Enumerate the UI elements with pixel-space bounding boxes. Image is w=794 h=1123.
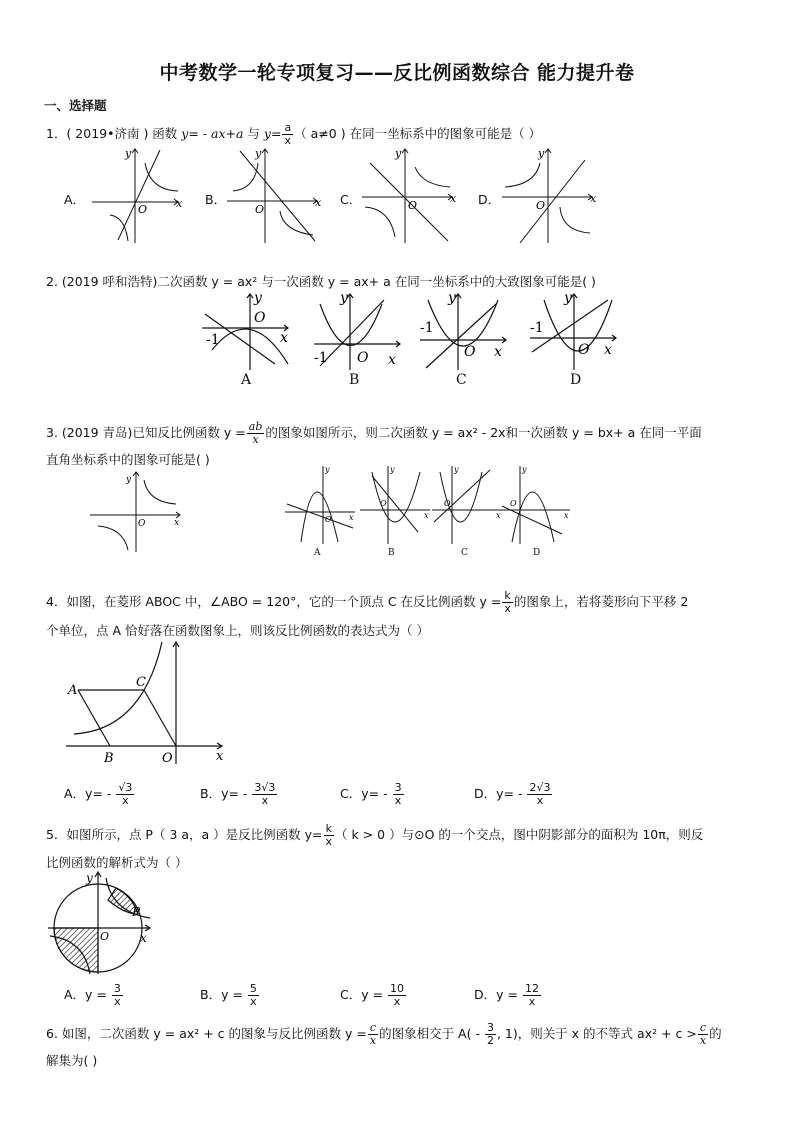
question-3-line1: 3. (2019 青岛)已知反比例函数 y = $\frac{ab}{x}$ 的图象如图所示，则二次函数 y = ax² - 2x和一次函数 y = bx+ a 在同一平面 [46,420,702,446]
q2d-x-label: x [604,342,612,358]
q4-x-label: x [216,749,224,764]
q1a-y-label: y [125,147,132,160]
q2a-origin: O [254,310,266,326]
svg-text:O: O [325,515,332,524]
svg-text:O: O [444,499,451,508]
q1a-x-label: x [176,197,183,210]
section-heading: 一、选择题 [44,98,107,113]
q2a-y-label: y [254,292,262,306]
q1d-y-label: y [538,147,545,160]
q1-graph-a [90,145,185,245]
q2-label-a: A [241,372,252,388]
q1-post: （ a≠0 ) 在同一坐标系中的图象可能是（ ） [294,126,542,141]
q1-option-d: D． [478,192,501,207]
q2-label-d: D [570,372,582,388]
q1-graph-d [500,145,600,245]
q2-label-c: C [456,372,467,388]
q5-option-c: C．y = $\frac{10}{x}$ [340,982,405,1008]
question-4-line2: 个单位，点 A 恰好落在函数图象上，则该反比例函数的表达式为（ ） [46,623,429,638]
question-2: 2. (2019 呼和浩特)二次函数 y = ax² 与一次函数 y = ax+ a 在同一坐标系中的大致图象可能是( ) [46,274,596,289]
q1-mid: 与 [243,126,264,141]
q6-fraction-1: $\frac{c}{x}$ [369,1021,377,1047]
q5-y-label: y [86,871,93,885]
svg-text:x: x [174,518,180,528]
q5-option-b: B．y = $\frac{5}{x}$ [200,982,257,1008]
q1-formula-inverse: y= [263,126,282,141]
q1-pre: 1．( 2019•济南 ) 函数 [46,126,182,141]
q1d-x-label: x [590,192,597,205]
svg-text:y: y [522,465,527,474]
q3-label-d: D [533,548,541,558]
q3-label-a: A [314,548,321,558]
q1-graph-b [225,145,325,245]
q3-label-b: B [388,548,395,558]
q2c-neg1: -1 [420,320,434,336]
q5-circle-figure [46,870,156,975]
q3-graph-b [358,462,433,547]
q1-formula-linear: y= - ax+a [181,126,244,141]
svg-text:x: x [349,513,354,522]
question-3-line2: 直角坐标系中的图象可能是( ) [46,452,210,467]
svg-text:x: x [564,511,569,520]
svg-text:O: O [380,499,387,508]
q1-option-c: C． [340,192,362,207]
q2b-neg1: -1 [314,350,328,366]
q3-fraction: $\frac{ab}{x}$ [248,420,263,446]
q3-reference-graph [88,470,188,555]
q4-option-d: D．y= - $\frac{2√3}{x}$ [474,781,551,807]
q1-graph-c [360,145,460,245]
page-title: 中考数学一轮专项复习——反比例函数综合 能力提升卷 [159,62,635,84]
svg-text:y: y [325,465,330,474]
q3-label-c: C [461,548,468,558]
svg-text:O: O [510,499,517,508]
q1-fraction: $\frac{a}{x}$ [284,121,292,147]
q3-graph-c [430,462,505,547]
q2a-neg1: -1 [206,332,220,348]
q1a-origin: O [138,203,148,216]
q2a-x-label: x [280,330,288,346]
question-5-line1: 5．如图所示，点 P（ 3 a，a ）是反比例函数 y= $\frac{k}{x}$ （ k > 0 ）与⊙O 的一个交点，图中阴影部分的面积为 10π，则反 [46,822,704,848]
q4-point-b: B [104,751,114,766]
q1c-y-label: y [395,147,402,160]
q2b-x-label: x [388,352,396,368]
question-4-line1: 4．如图，在菱形 ABOC 中，∠ABO = 120°，它的一个顶点 C 在反比例函数 y = $\frac{k}{x}$ 的图象上，若将菱形向下平移 2 [46,589,689,615]
svg-text:x: x [424,511,429,520]
q2d-neg1: -1 [530,320,544,336]
q4-fraction: $\frac{k}{x}$ [504,589,511,615]
q3-graph-a [283,462,358,547]
q1b-x-label: x [315,196,322,209]
q5-option-d: D．y = $\frac{12}{x}$ [474,982,539,1008]
question-6-line1: 6. 如图，二次函数 y = ax² + c 的图象与反比例函数 y = $\frac{c}{x}$ 的图象相交于 A( - $\frac{3}{2}$ , 1)，则关于 x 的不等式 ax² + c > $\frac{c}{x}$ 的 [46,1021,722,1047]
q1b-y-label: y [255,147,262,160]
svg-text:x: x [496,511,501,520]
q5-x-label: x [140,931,147,945]
q1c-origin: O [408,199,418,212]
q2d-y-label: y [564,292,572,306]
q4-point-c: C [136,675,146,690]
q4-option-a: A．y= - $\frac{√3}{x}$ [64,781,133,807]
q1d-origin: O [536,199,546,212]
svg-text:y: y [454,465,459,474]
q2-graph-d [528,292,623,372]
question-5-line2: 比例函数的解析式为（ ） [46,855,188,870]
q4-point-a: A [68,683,78,698]
q2-label-b: B [349,372,360,388]
q5-fraction: $\frac{k}{x}$ [325,822,333,848]
question-1 [46,122,541,147]
q2-graph-c [418,292,513,372]
q4-rhombus-figure [62,638,232,766]
q5-origin: O [100,930,110,943]
q6-point-fraction: $\frac{3}{2}$ [486,1021,494,1047]
svg-text:y: y [126,475,132,485]
q6-fraction-2: $\frac{c}{x}$ [699,1021,707,1047]
q5-option-a: A．y = $\frac{3}{x}$ [64,982,121,1008]
q2-graph-a [200,292,295,372]
q4-option-b: B．y= - $\frac{3√3}{x}$ [200,781,276,807]
q2b-y-label: y [340,292,348,306]
q2d-origin: O [578,342,590,358]
q1c-x-label: x [450,192,457,205]
q1-option-b: B． [205,192,227,207]
q4-origin: O [162,751,173,766]
q5-point-p: P [132,905,141,919]
q1-option-a: A． [64,192,86,207]
q4-option-c: C．y= - $\frac{3}{x}$ [340,781,402,807]
svg-text:O: O [138,519,146,529]
q2c-y-label: y [448,292,456,306]
question-6-line2: 解集为( ) [46,1053,98,1068]
svg-text:y: y [390,465,395,474]
q2c-origin: O [464,344,476,360]
q2c-x-label: x [494,344,502,360]
q2-graph-b [312,292,407,372]
q3-graph-d [498,462,573,547]
q1b-origin: O [255,203,265,216]
q2b-origin: O [357,350,369,366]
